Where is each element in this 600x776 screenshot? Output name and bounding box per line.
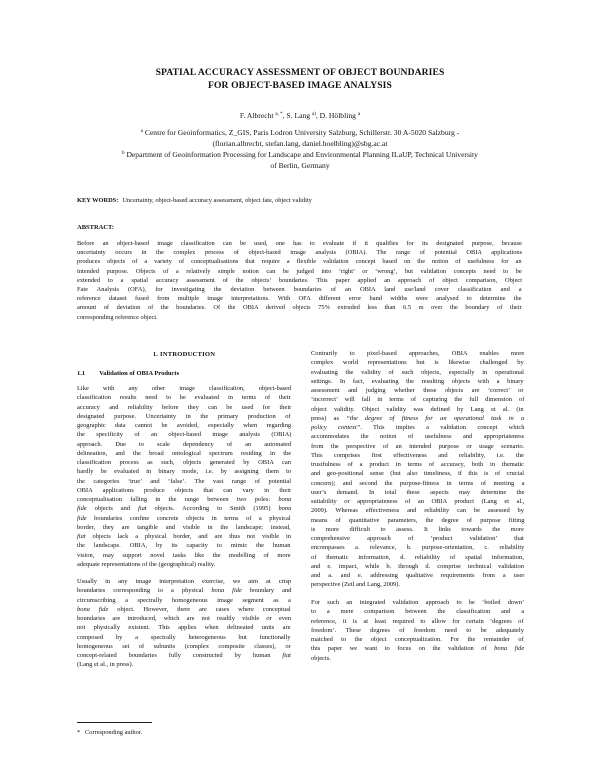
body-text-line: press) as “the degree of fitness for an operational task in a [311,414,525,422]
body-text-line: this paper we want to focus on the validation of bona fide [311,645,525,653]
body-text-line: from the perspective of an intended purpose or usage scenario. [311,442,525,450]
affiliation-b-marker: b [122,151,125,156]
body-text-line: boundaries are introduced, which are not readily visible or even [77,615,292,622]
abstract-line: Before an object-based image classification can be used, one has to evaluate if it qualifies for its designated purpose, because [77,240,522,247]
body-text-line: and e. impact, while b. through d. comprise technical validation [311,562,524,570]
body-text-line: the categories ‘true’ and ‘false’. The vast range of potential [77,477,292,485]
footnote-divider [77,722,152,723]
keywords-label: KEY WORDS: [77,197,119,204]
subsection-title: Validation of OBIA Products [99,370,180,377]
affiliation-a-line-1: Centre for Geoinformatics, Z_GIS, Paris Lodron University Salzburg, Schillerstr. 30 A-5020 Salzburg - [144,128,460,137]
keywords [77,196,312,205]
body-text-line: classification results need to be evaluated in terms of their [77,394,291,402]
body-text-line: approach. Due to scale dependency of an automated [77,440,292,448]
subsection-heading [77,370,193,377]
body-text-line: encompasses a. relevance, b. purpose-orientation, c. reliability [311,544,525,552]
body-text-line: OBIA applications produce objects that can vary in their [77,486,292,494]
author-1: F. Albrecht [239,111,274,120]
body-text-line: Usually in any image interpretation exercise, we aim at crisp [77,578,292,585]
body-text-line: complex world representations but is likewise challenged by [311,359,524,367]
footnote-marker: * [77,729,81,736]
right-column-paragraph-2 [311,598,524,663]
abstract-line: extended to a spatial accuracy assessment of the objects’ boundaries. This paper applied an approach of object comparison, Object [77,276,523,284]
abstract-line: corresponding reference object. [77,313,158,321]
right-column-paragraph-1 [311,349,524,590]
body-text-line: object validity. Object validity was defined by Lang et al. (in [311,405,524,413]
body-text-line: designated purpose. Uncertainty in the primary production of [77,412,291,420]
author-2: S. Lang [286,111,311,120]
body-text-line: (Lang et al., in press). [77,661,134,669]
body-text-line: of thematic information, d. reliability of spatial information, [311,553,524,561]
abstract-line: amount of deviation of the boundaries. Of the OBIA derived objects 75% extruded less than 6.5 m over the boundary of their [77,304,522,312]
body-text-line: 2009). Whereas effectiveness and reliability can be assessed by [311,507,524,515]
body-text-line: reference, it is at least required to allow for certain ‘degrees of [311,617,524,625]
body-text-line: circumscribing a spectrally homogeneous image segment as a [77,596,291,604]
body-text-line: user’s demand. In total these aspects may determine the [311,488,525,496]
body-text-line: freedom’. These degrees of freedom need to be adequately [311,626,524,634]
body-text-line: fiat objects lack a physical border, and are thus not visible in [77,533,291,540]
paper-title [60,66,540,92]
body-text-line: not physically existent. This applies when delineated units are [77,624,291,632]
abstract-line: produces objects of a variety of conceptualisations that require a flexible validation concept based on the notion of usefulness for an [77,258,522,266]
body-text-line: homogeneous set of subunits (complex composite classes), or [77,642,291,650]
body-text-line: bona fide object. However, there are cases where conceptual [77,605,291,613]
body-text-line: assessment and judging whether these objects are ‘correct’ or [311,387,524,394]
affiliation-a-line-2: (florian.albrecht, stefan.lang, daniel.hoelbling)@sbg.ac.at [212,138,388,148]
body-text-line: delineation, and the broad ontological spectrum residing in the [77,449,292,457]
body-text-line: the specificity of an object-based image analysis (OBIA) [77,431,292,439]
body-text-line: and a. and e. addressing qualitative requirements from a user [311,572,525,579]
body-text-line: perspective (Zeil and Lang, 2009). [311,581,401,589]
body-text-line: fide boundaries confine concrete objects in terms of a physical [77,514,291,522]
footnote-text: Corresponding author. [85,729,143,736]
body-text-line: Like with any other image classification, object-based [77,385,292,392]
title-line-1: SPATIAL ACCURACY ASSESSMENT OF OBJECT BOUNDARIES [155,67,445,78]
body-text-line: objects. [311,654,331,662]
body-text-line: conceptualisation falling in the range between two poles: bona [77,496,292,503]
affiliation-a [60,128,540,150]
body-text-line: policy context”. This implies a validation concept which [311,424,525,431]
author-3-marker: a [357,112,361,117]
body-text-line: hardly be evaluated in binary mode, i.e. by assigning them to [77,468,292,476]
affiliation-a-marker: a [140,129,143,134]
body-text-line: This comprises first effectiveness and reliability, i.e. the [311,451,524,459]
body-text-line: adequate representations of the (geographical) reality. [77,560,216,568]
left-column-paragraph-2 [77,577,291,670]
abstract-body [77,239,522,322]
body-text-line: accommodates the notion of usefulness and appropriateness [311,433,525,441]
body-text-line: matched to the object conceptualization. For the remainder of [311,636,524,643]
subsection-number: 1.1 [77,370,86,377]
body-text-line: Contrarily to pixel-based approaches, OBIA enables more [311,350,525,357]
body-text-line: comprehensive approach of ‘product validation’ that [311,535,524,542]
abstract-heading: ABSTRACT: [77,224,115,231]
author-1-marker: a, * [275,112,283,117]
affiliation-b-line-2: of Berlin, Germany [270,160,330,170]
abstract-line: reference dataset fused from multiple image interpretations. With OFA different error band widths were analysed to determine the [77,295,522,303]
body-text-line: classification process as such, objects generated by OBIA can [77,459,291,466]
body-text-line: composed by a spectrally heterogeneous but functionally [77,633,291,641]
body-text-line: settings. In fact, evaluating the resulting objects with a binary [311,377,524,385]
body-text-line: ‘incorrect’ will fall in terms of capturing the full dimension of [311,396,525,404]
title-line-2: FOR OBJECT-BASED IMAGE ANALYSIS [208,80,392,91]
body-text-line: accuracy and reliability before they can be used for their [77,403,292,411]
author-2-marker: a) [311,112,316,117]
body-text-line: boundaries corresponding to a physical bona fide boundary and [77,587,292,595]
body-text-line: concern); and second the purpose-fitness in terms of meeting a [311,479,525,487]
body-text-line: and geo-positional sense (but also timeliness, if this is of crucial [311,470,525,478]
left-column-paragraph-1 [77,384,291,569]
body-text-line: the landscape. OBIA, by its capacity to mimic the human [77,542,291,550]
abstract-line: uncertainty occurs in the complex process of object-based image analysis (OBIA). The range of potential OBIA applications [77,249,523,257]
affiliation-b [60,150,540,172]
body-text-line: suitability or appropriateness of an OBIA product (Lang et al., [311,498,525,505]
keywords-text: Uncertainty, object-based accuracy assessment, object fate, object validity [122,197,312,204]
abstract-line: Fate Analysis (OFA), for investigating the deviation between boundaries of an OBIA land use/land cover classification and a [77,286,522,294]
section-heading: 1. INTRODUCTION [152,351,216,358]
author-list: F. Albrecht $^{a, *}$, S. Lang $^{a)}$, D. Hölbling $^a$ [239,111,361,120]
body-text-line: For such an integrated validation approach to be ‘boiled down’ [311,599,525,606]
affiliation-b-line-1: Department of Geoinformation Processing for Landscape and Environmental Planning ILaUP, Technical University [126,150,478,159]
body-text-line: means of quantitative parameters, the degree of purpose fitting [311,516,525,524]
body-text-line: geographic data cannot be avoided, especially when regarding [77,422,292,429]
body-text-line: is more difficult to assess. It links towards the more [311,525,524,533]
body-text-line: evaluating the validity of such objects, especially in operational [311,368,524,376]
body-text-line: fide objects and fiat objects. According to Smith (1995) bona [77,505,292,513]
abstract-line: intended purpose. Objects of a relatively simple notion can be judged into ‘right’ or ‘wrong’, but validation concepts need to be [77,267,522,275]
body-text-line: to a mere comparison between the classification and a [311,608,525,616]
author-3: D. Hölbling [319,111,356,120]
body-text-line: concept-related boundaries fully constructed by human fiat [77,652,291,659]
body-text-line: trustfulness of a product in terms of accuracy, both in thematic [311,461,525,468]
body-text-line: border, they are tangible and visible in the landscape; instead, [77,523,291,531]
body-text-line: vision, may support novel tasks like the modelling of more [77,551,291,559]
footnote [77,729,142,736]
